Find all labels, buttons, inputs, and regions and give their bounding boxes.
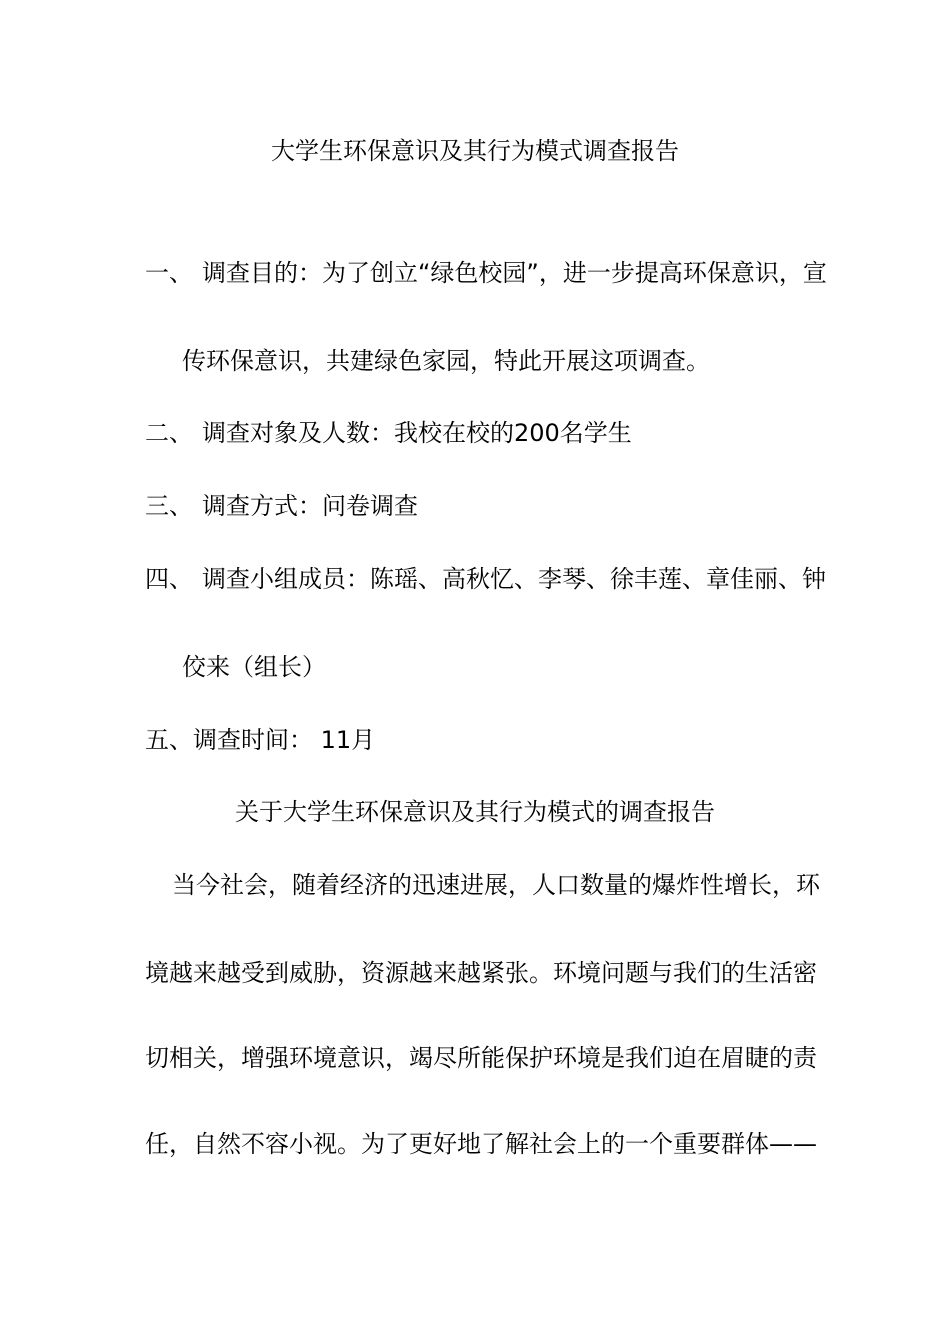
item-number-4: 四、 — [145, 565, 193, 593]
paragraph-line-1: 当今社会，随着经济的迅速进展，人口数量的爆炸性增长，环 — [172, 871, 820, 899]
item-text-1-continued: 传环保意识，共建绿色家园，特此开展这项调查。 — [182, 347, 710, 375]
item-text-1: 调查目的：为了创立“绿色校园”，进一步提高环保意识，宣 — [202, 259, 827, 287]
item-text-4: 调查小组成员：陈瑶、高秋忆、李琴、徐丰莲、章佳丽、钟 — [202, 565, 826, 593]
item-text-2: 调查对象及人数：我校在校的200名学生 — [202, 419, 632, 447]
paragraph-line-3: 切相关，增强环境意识，竭尽所能保护环境是我们迫在眉睫的责 — [145, 1044, 817, 1072]
paragraph-line-2: 境越来越受到威胁，资源越来越紧张。环境问题与我们的生活密 — [145, 959, 817, 987]
item-text-5: 五、调查时间： 11月 — [145, 726, 376, 754]
item-number-1: 一、 — [145, 259, 193, 287]
item-number-3: 三、 — [145, 492, 193, 520]
item-text-3: 调查方式：问卷调查 — [202, 492, 418, 520]
paragraph-line-4: 任，自然不容小视。为了更好地了解社会上的一个重要群体—— — [145, 1130, 817, 1158]
item-text-4-continued: 佼来（组长） — [182, 653, 326, 681]
document-title: 大学生环保意识及其行为模式调查报告 — [271, 137, 679, 165]
report-subtitle: 关于大学生环保意识及其行为模式的调查报告 — [235, 798, 715, 826]
item-number-2: 二、 — [145, 419, 193, 447]
